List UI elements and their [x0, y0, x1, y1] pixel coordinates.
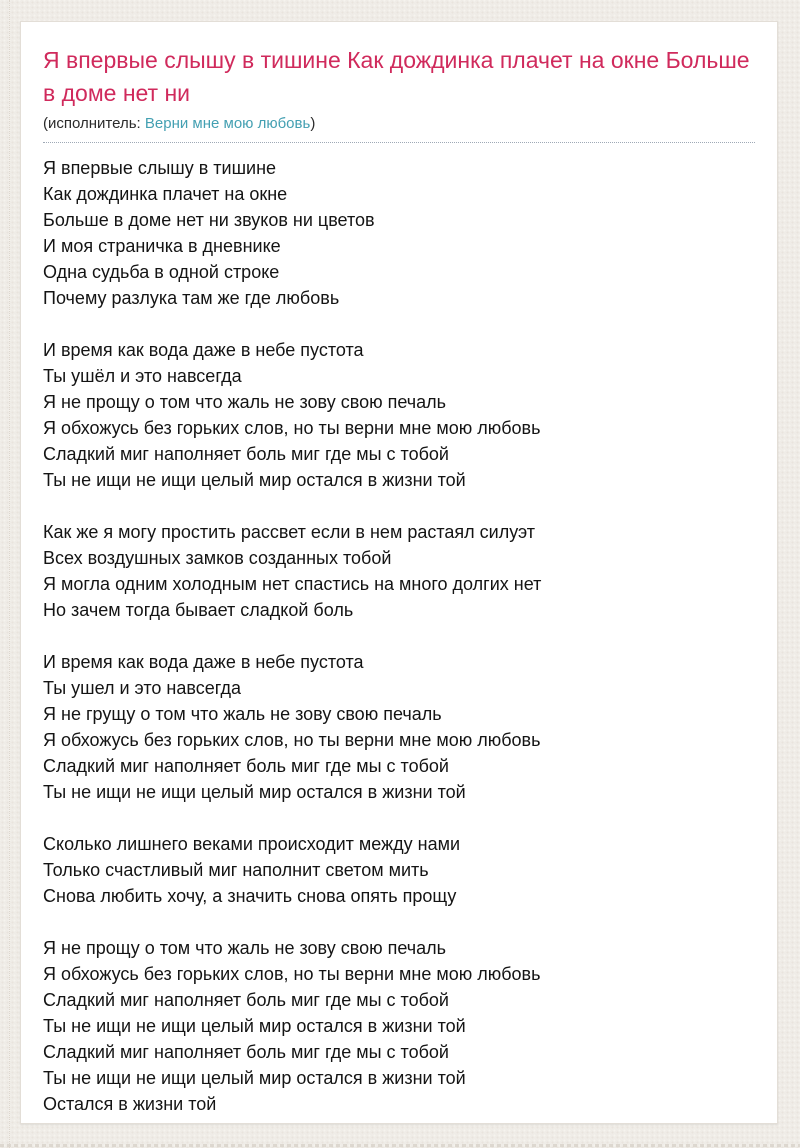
- lyrics-line: Сколько лишнего веками происходит между нами: [43, 834, 461, 854]
- lyrics-line: Я впервые слышу в тишине: [43, 158, 277, 178]
- page-edge-seam: [9, 0, 10, 1148]
- lyrics-line: Ты не ищи не ищи целый мир остался в жизни той: [43, 470, 466, 490]
- lyrics-line: Ты не ищи не ищи целый мир остался в жизни той: [43, 782, 466, 802]
- lyrics-line: Ты ушел и это навсегда: [43, 678, 241, 698]
- lyrics-card: [20, 21, 778, 1124]
- lyrics-line: Я обхожусь без горьких слов, но ты верни мне мою любовь: [43, 964, 541, 984]
- lyrics-line: Я обхожусь без горьких слов, но ты верни мне мою любовь: [43, 418, 541, 438]
- lyrics-line: Всех воздушных замков созданных тобой: [43, 548, 392, 568]
- artist-link[interactable]: Верни мне мою любовь: [144, 115, 311, 132]
- lyrics-line: Только счастливый миг наполнит светом мить: [43, 860, 429, 880]
- artist-line: [43, 114, 755, 133]
- lyrics-stanza: [43, 337, 755, 493]
- lyrics-line: Но зачем тогда бывает сладкой боль: [43, 600, 354, 620]
- lyrics-stanza: [43, 155, 755, 311]
- song-title: Я впервые слышу в тишине Как дождинка плачет на окне Больше в доме нет ни: [43, 47, 750, 106]
- lyrics-line: Сладкий миг наполняет боль миг где мы с тобой: [43, 756, 449, 776]
- lyrics-line: И время как вода даже в небе пустота: [43, 652, 364, 672]
- lyrics-text: [43, 155, 755, 1117]
- lyrics-stanza: [43, 519, 755, 623]
- artist-label: (исполнитель:: [43, 115, 141, 132]
- lyrics-line: Остался в жизни той: [43, 1094, 217, 1114]
- lyrics-line: Я не грущу о том что жаль не зову свою печаль: [43, 704, 442, 724]
- lyrics-line: Ты не ищи не ищи целый мир остался в жизни той: [43, 1016, 466, 1036]
- lyrics-stanza: [43, 935, 755, 1117]
- song-header: [43, 36, 755, 143]
- lyrics-line: Ты ушёл и это навсегда: [43, 366, 242, 386]
- lyrics-line: Больше в доме нет ни звуков ни цветов: [43, 210, 375, 230]
- lyrics-line: Сладкий миг наполняет боль миг где мы с тобой: [43, 444, 449, 464]
- lyrics-line: И время как вода даже в небе пустота: [43, 340, 364, 360]
- lyrics-line: И моя страничка в дневнике: [43, 236, 281, 256]
- lyrics-line: Я не прощу о том что жаль не зову свою печаль: [43, 938, 447, 958]
- lyrics-line: Я не прощу о том что жаль не зову свою печаль: [43, 392, 447, 412]
- lyrics-line: Я обхожусь без горьких слов, но ты верни мне мою любовь: [43, 730, 541, 750]
- lyrics-line: Как дождинка плачет на окне: [43, 184, 288, 204]
- lyrics-line: Сладкий миг наполняет боль миг где мы с тобой: [43, 990, 449, 1010]
- lyrics-line: Как же я могу простить рассвет если в нем растаял силуэт: [43, 522, 536, 542]
- page-bottom-strip: [0, 1144, 800, 1147]
- lyrics-line: Я могла одним холодным нет спастись на много долгих нет: [43, 574, 542, 594]
- lyrics-line: Снова любить хочу, а значить снова опять прощу: [43, 886, 457, 906]
- lyrics-stanza: [43, 649, 755, 805]
- lyrics-line: Почему разлука там же где любовь: [43, 288, 340, 308]
- lyrics-line: Сладкий миг наполняет боль миг где мы с тобой: [43, 1042, 449, 1062]
- artist-close-paren: ): [310, 115, 316, 132]
- lyrics-stanza: [43, 831, 755, 909]
- lyrics-line: Ты не ищи не ищи целый мир остался в жизни той: [43, 1068, 466, 1088]
- lyrics-line: Одна судьба в одной строке: [43, 262, 280, 282]
